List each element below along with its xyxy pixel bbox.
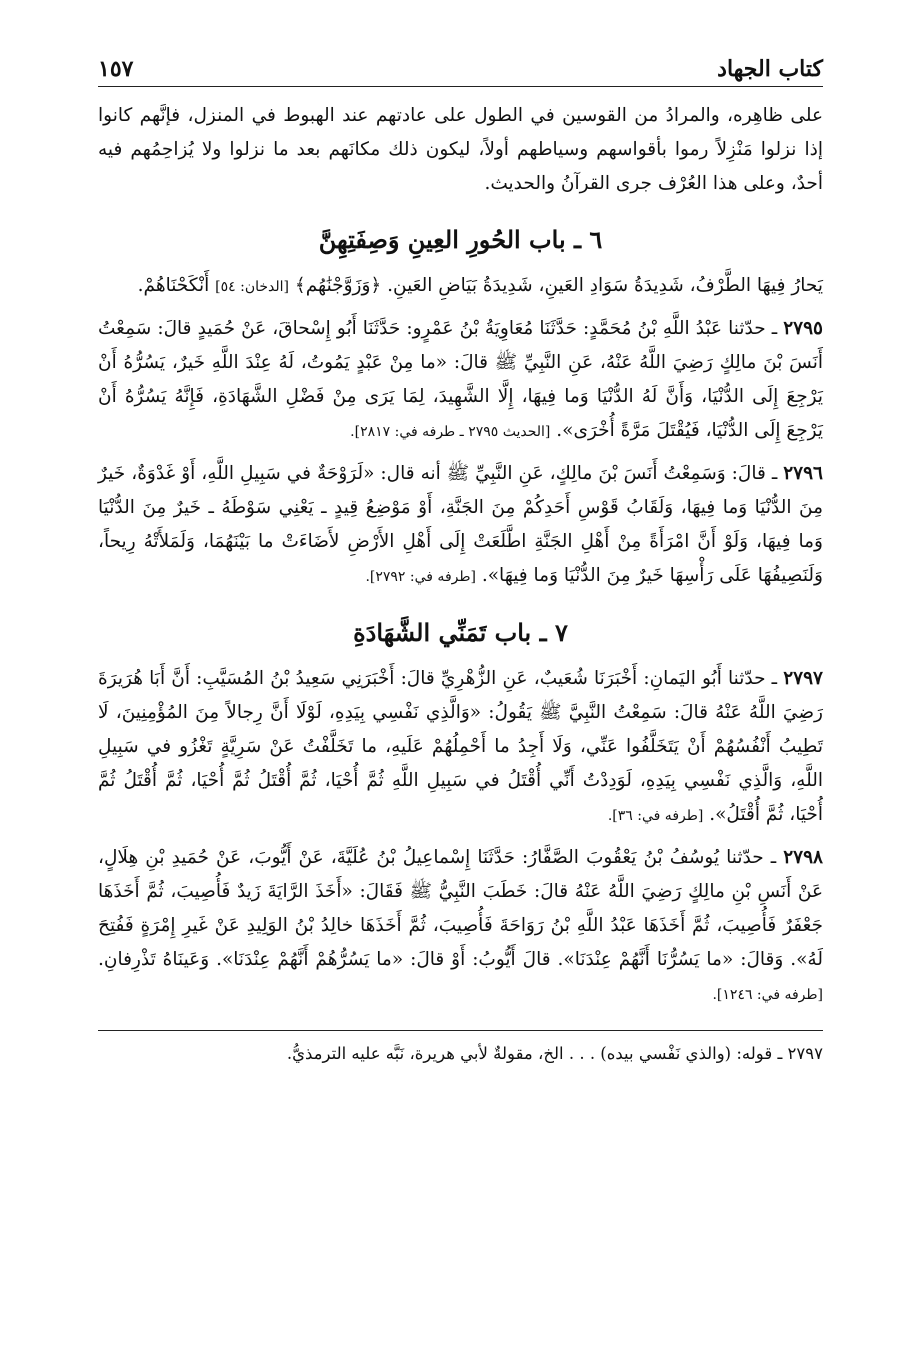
chapter-6-text — [98, 269, 823, 304]
chapter-7-heading: ٧ ـ باب تَمَنِّي الشَّهَادَةِ — [353, 618, 568, 647]
footnote-divider — [98, 1030, 823, 1031]
hadith-text: ـ حدّثنا أَبُو اليَمانِ: أَخْبَرَنَا شُعَيبٌ، عَنِ الزُّهْرِيِّ قالَ: أَخْبَرَنِي سَعِيدُ بْنُ المُسَيَّبِ: أَنَّ أَبَا هُرَيرَةَ رَضِيَ اللَّهُ عَنْهُ قالَ: سَمِعْتُ النَّبِيَّ ﷺ يَقُولُ: «وَالَّذِي نَفْسِي بِيَدِهِ، لَوْلَا أَنَّ رِجالاً مِنَ المُؤْمِنِينَ، لَا تَطِيبُ أَنْفُسُهُمْ أَنْ يَتَخَلَّفُوا عَنِّي، وَلَا أَجِدُ ما أَحْمِلُهُمْ عَلَيهِ، ما تَخَلَّفْتُ عَنْ سَرِيَّةٍ تَغْزُو في سَبِيلِ اللَّهِ، وَالَّذِي نَفْسِي بِيَدِهِ، لَوَدِدْتُ أَنِّي أُقْتَلُ في سَبِيلِ اللَّهِ ثُمَّ أُحْيَا، ثُمَّ أُقْتَلُ ثُمَّ أُحْيَا، ثُمَّ أُقْتَلُ ثُمَّ أُحْيَا، ثُمَّ أُقْتَلُ». — [98, 668, 823, 825]
hadith-reference: [طرفه في: ٢٧٩٢]. — [365, 569, 476, 585]
hadith-2795 — [98, 312, 823, 449]
footnote: ٢٧٩٧ ـ قوله: (والذي نَفْسي بيده) . . . الخ، مقولةٌ لأبي هريرة، نَبَّه عليه الترمذيُّ. — [286, 1044, 823, 1063]
hadith-2796 — [98, 457, 823, 594]
page — [98, 56, 823, 1327]
hadith-text: ـ حدّثنا عَبْدُ اللَّهِ بْنُ مُحَمَّدٍ: حَدَّثَنَا مُعَاوِيَةُ بْنُ عَمْرٍو: حَدَّثَنَا أَبُو إِسْحاقَ، عَنْ حُمَيدٍ قالَ: سَمِعْتُ أَنَسَ بْنَ مالِكٍ رَضِيَ اللَّهُ عَنْهُ، عَنِ النَّبِيِّ ﷺ قالَ: «ما مِنْ عَبْدٍ يَمُوتُ، لَهُ عِنْدَ اللَّهِ خَيرٌ، يَسُرُّهُ أَنْ يَرْجِعَ إِلَى الدُّنْيَا، وَأَنَّ لَهُ الدُّنْيَا وَما فِيهَا، إِلَّا الشَّهِيدَ، لِمَا يَرَى مِنْ فَضْلِ الشَّهَادَةِ، فَإِنَّهُ يَسُرُّهُ أَنْ يَرْجِعَ إِلَى الدُّنْيَا، فَيُقْتَلَ مَرَّةً أُخْرَى». — [98, 318, 823, 441]
hadith-reference: [طرفه في: ١٢٤٦]. — [712, 987, 823, 1003]
chapter-6-body-end: أَنْكَحْنَاهُمْ. — [137, 275, 210, 296]
chapter-6-heading: ٦ ـ باب الحُورِ العِينِ وَصِفَتِهِنَّ — [318, 225, 603, 254]
hadith-reference: [طرفه في: ٣٦]. — [607, 808, 704, 824]
hadith-2798 — [98, 841, 823, 1012]
intro-paragraph: على ظاهِره، والمرادُ من القوسين في الطول على عادتهم عند الهبوط في المنزل، فإنَّهم كانوا إذا نزلوا مَنْزِلاً رموا بأقواسهم وسياطهم أولاً، ليكون ذلك مكانَهم بعد ما نزلوا ولا يُزاحِمُهم فيه أحدٌ، وعلى هذا العُرْف جرى القرآنُ والحديث. — [98, 105, 823, 194]
hadith-reference: [الحديث ٢٧٩٥ ـ طرفه في: ٢٨١٧]. — [350, 424, 551, 440]
hadith-2797 — [98, 662, 823, 833]
quran-reference: [الدخان: ٥٤] — [215, 279, 289, 295]
hadith-number: ٢٧٩٧ — [783, 668, 823, 689]
hadith-number: ٢٧٩٨ — [783, 847, 823, 868]
hadith-number: ٢٧٩٥ — [783, 318, 823, 339]
book-title: كتاب الجهاد — [717, 56, 823, 82]
hadith-text: ـ قالَ: وَسَمِعْتُ أَنَسَ بْنَ مالِكٍ، عَنِ النَّبِيِّ ﷺ أنه قال: «لَرَوْحَةٌ في سَبِيلِ اللَّهِ، أَوْ غَدْوَةٌ، خَيرٌ مِنَ الدُّنْيَا وَما فِيهَا، وَلَقَابُ قَوْسِ أَحَدِكُمْ مِنَ الجَنَّةِ، أَوْ مَوْضِعُ قِيدٍ ـ يَعْنِي سَوْطَهُ ـ خَيرٌ مِنَ الدُّنْيَا وَما فِيهَا، وَلَوْ أَنَّ امْرَأَةً مِنْ أَهْلِ الجَنَّةِ اطَّلَعَتْ إِلَى أَهْلِ الأَرْضِ لأَضَاءَتْ ما بَيْنَهُمَا، وَلَمَلأَتْهُ رِيحاً، وَلَنَصِيفُهَا عَلَى رَأْسِهَا خَيرٌ مِنَ الدُّنْيَا وَما فِيهَا». — [98, 463, 823, 586]
hadith-number: ٢٧٩٦ — [783, 463, 823, 484]
running-head — [98, 56, 823, 87]
hadith-text: ـ حدّثنا يُوسُفُ بْنُ يَعْقُوبَ الصَّفَّارُ: حَدَّثَنَا إِسْماعِيلُ بْنُ عُلَيَّةَ، عَنْ أَيُّوبَ، عَنْ حُمَيدِ بْنِ هِلَالٍ، عَنْ أَنَسِ بْنِ مالِكٍ رَضِيَ اللَّهُ عَنْهُ قالَ: خَطَبَ النَّبِيُّ ﷺ فَقَالَ: «أَخَذَ الرَّايَةَ زَيدٌ فَأُصِيبَ، ثُمَّ أَخَذَهَا جَعْفَرٌ فَأُصِيبَ، ثُمَّ أَخَذَهَا عَبْدُ اللَّهِ بْنُ رَوَاحَةَ فَأُصِيبَ، ثُمَّ أَخَذَهَا خالِدُ بْنُ الوَلِيدِ عَنْ غَيرِ إِمْرَةٍ فَفُتِحَ لَهُ». وَقالَ: «ما يَسُرُّنَا أَنَّهُمْ عِنْدَنَا». قالَ أَيُّوبُ: أَوْ قالَ: «ما يَسُرُّهُمْ أَنَّهُمْ عِنْدَنَا». وَعَينَاهُ تَذْرِفانِ. — [98, 847, 823, 970]
chapter-6-body: يَحارُ فِيهَا الطَّرْفُ، شَدِيدَةُ سَوَادِ العَينِ، شَدِيدَةُ بَيَاضِ العَينِ. ﴿وَزَوَّجْنَٰهُم﴾ — [294, 275, 823, 296]
page-number: ١٥٧ — [98, 56, 134, 82]
